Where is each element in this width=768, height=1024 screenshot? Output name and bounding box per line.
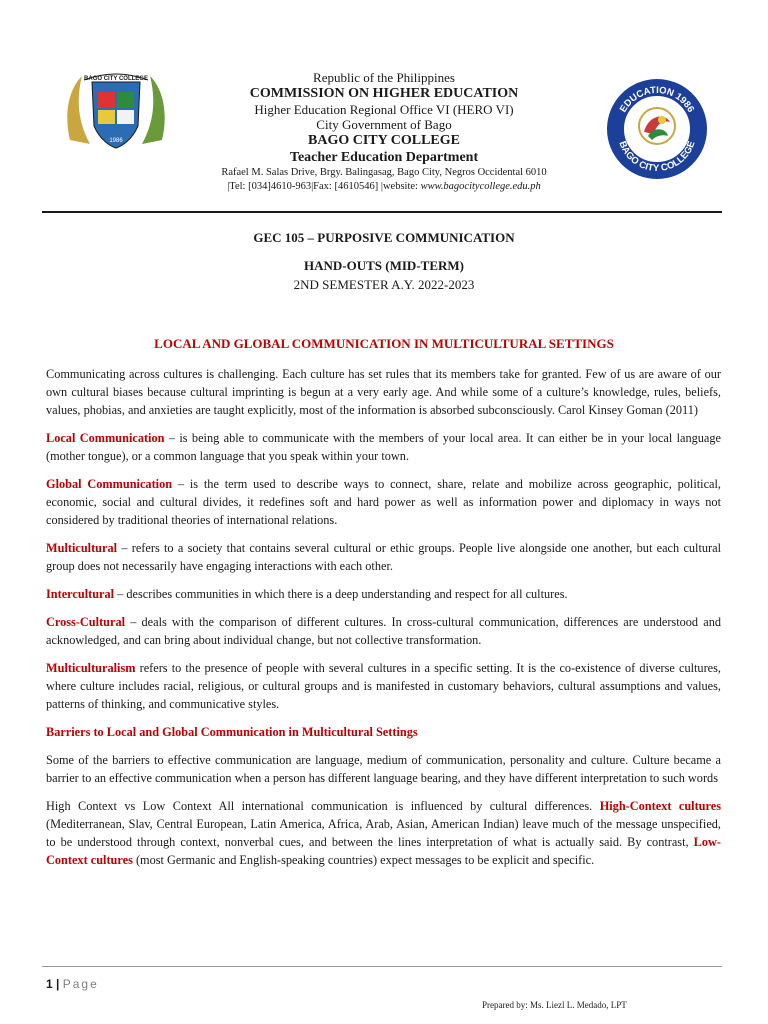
svg-text:BAGO CITY COLLEGE: BAGO CITY COLLEGE [84,76,148,82]
term-definition: – is being able to communicate with the members of your local area. It can either be in your local language (mother tongue), or a common language that you speak within your town. [46,431,721,463]
header-college-name: BAGO CITY COLLEGE [308,133,460,148]
term-label: Local Communication [46,431,165,445]
barriers-heading: Barriers to Local and Global Communication in Multicultural Settings [46,725,418,739]
page-number [46,977,99,991]
term-label: Multiculturalism [46,661,136,675]
handout-title: HAND-OUTS (MID-TERM) [304,258,464,273]
section-title: LOCAL AND GLOBAL COMMUNICATION IN MULTICULTURAL SETTINGS [154,336,614,351]
term-definition: – describes communities in which there is a deep understanding and respect for all cultures. [114,587,568,601]
page-separator: | [52,977,63,991]
definition-intercultural [46,585,721,603]
header-contact-text: |Tel: [034]4610-963|Fax: [4610546] |website: [227,181,421,192]
header-city-government: City Government of Bago [316,117,452,132]
term-definition: – refers to a society that contains several cultural or ethic groups. People live alongside one another, but each cultural group does not necessarily have engaging interactions with each other. [46,541,721,573]
svg-text:1986: 1986 [109,138,123,144]
term-label: Multicultural [46,541,118,555]
footer-divider [42,966,722,967]
intro-paragraph: Communicating across cultures is challenging. Each culture has set rules that its members take for granted. Few of us are aware of our own cultural biases because cultural imprinting is begun at a very early age. And while some of a culture’s knowledge, rules, beliefs, values, phobias, and anxieties are taught explicitly, most of the information is absorbed subconsciously. Carol Kinsey Goman (2011) [46,367,721,417]
term-label: Cross-Cultural [46,615,126,629]
header-address: Rafael M. Salas Drive, Brgy. Balingasag, Bago City, Negros Occidental 6010 [221,167,547,178]
definition-global-communication [46,475,721,529]
page-number-value: 1 [46,977,53,991]
low-context-term: Low-Context cultures [46,835,721,867]
header-website-link[interactable]: www.bagocitycollege.edu.ph [420,181,541,192]
context-middle: (Mediterranean, Slav, Central European, Latin America, Africa, Arab, Asian, American Indian) leave much of the message unspecified, to be understood through context, nonverbal cues, and between the lines interpretation of what is actually said. By contrast, [46,817,721,849]
header-divider [42,211,722,213]
context-intro: High Context vs Low Context All international communication is influenced by cultural differences. [46,799,600,813]
header-department: Teacher Education Department [289,150,479,165]
header-republic: Republic of the Philippines [313,70,455,85]
definition-local-communication [46,429,721,465]
definition-cross-cultural [46,613,721,649]
high-context-term: High-Context cultures [599,799,721,813]
semester-label: 2ND SEMESTER A.Y. 2022-2023 [293,277,475,292]
term-definition: – is the term used to describe ways to connect, share, relate and mobilize across geographic, political, economic, social and cultural divides, it redefines soft and hard power as well as information power and diplomacy in ways not considered by traditional theories of international relations. [46,477,722,527]
header-contact [0,180,768,194]
course-title: GEC 105 – PURPOSIVE COMMUNICATION [253,230,515,245]
header-ched: COMMISSION ON HIGHER EDUCATION [249,86,519,101]
context-paragraph [46,797,721,869]
barriers-paragraph: Some of the barriers to effective communication are language, medium of communication, personality and culture. Culture became a barrier to an effective communication when a person has different language bearing, and they have different interpretation to such words [46,753,721,785]
handout-body [46,365,721,879]
term-label: Global Communication [46,477,173,491]
letterhead [0,70,768,194]
definition-multicultural [46,539,721,575]
context-end: (most Germanic and English-speaking countries) expect messages to be explicit and specific. [132,853,595,867]
svg-text:BAGO CITY COLLEGE: BAGO CITY COLLEGE [616,139,698,175]
term-definition: – deals with the comparison of different cultures. In cross-cultural communication, differences are understood and acknowledged, and can bring about individual change, but not collective transformation. [46,615,721,647]
term-definition: refers to the presence of people with several cultures in a specific setting. It is the co-existence of diverse cultures, where culture includes racial, religious, or cultural groups and is manifested in customary behaviors, cultural assumptions and values, patterns of thinking, and communicative styles. [46,661,721,711]
svg-text:EDUCATION 1986: EDUCATION 1986 [617,84,697,115]
header-hero: Higher Education Regional Office VI (HERO VI) [254,102,514,117]
definition-multiculturalism [46,659,721,713]
prepared-by: Prepared by: Ms. Liezl L. Medado, LPT [482,1000,627,1010]
term-label: Intercultural [46,587,115,601]
page-label: Page [62,977,99,991]
